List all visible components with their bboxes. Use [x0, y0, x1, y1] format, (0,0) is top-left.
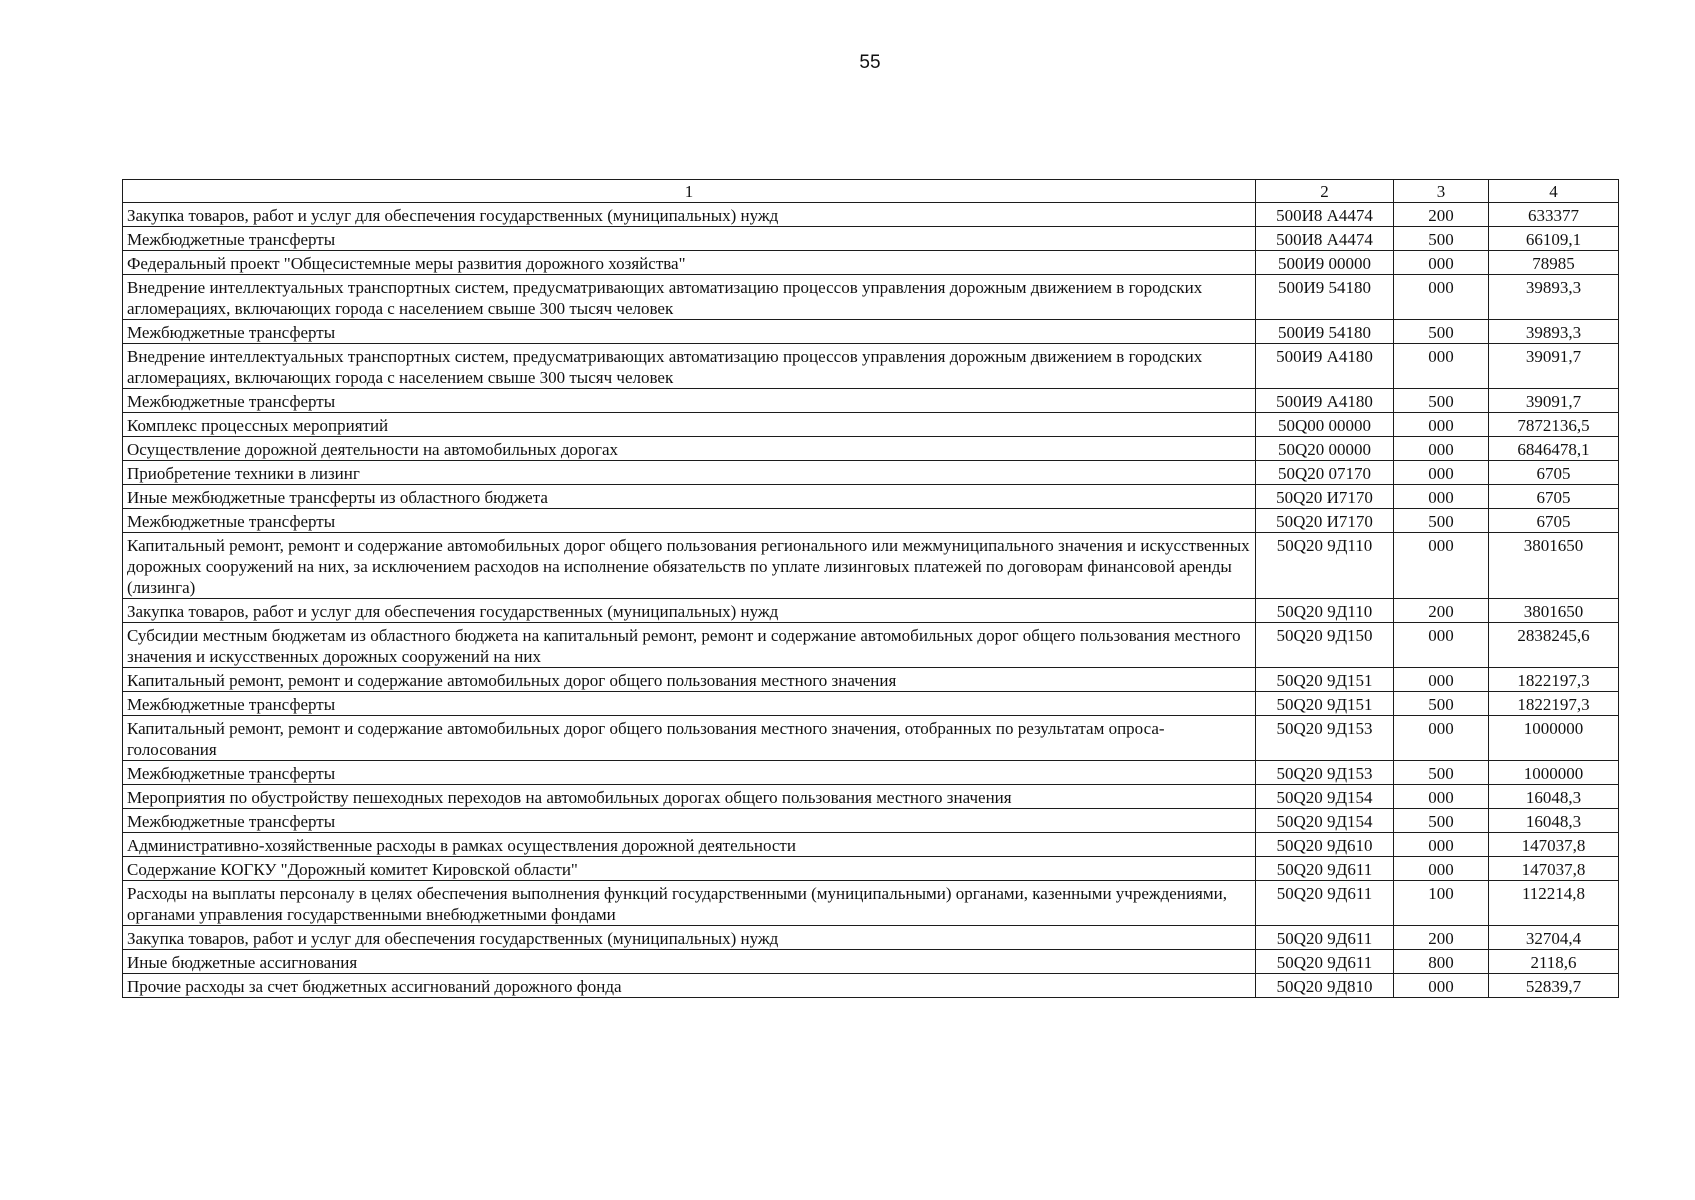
row-type-cell: 000: [1394, 785, 1489, 809]
row-amount-cell: 39091,7: [1489, 389, 1619, 413]
row-type-cell: 500: [1394, 389, 1489, 413]
table-row: [123, 461, 1619, 485]
table-row: [123, 203, 1619, 227]
row-code-cell: 50Q20 9Д611: [1256, 950, 1394, 974]
table-row: [123, 275, 1619, 320]
row-type-cell: 000: [1394, 275, 1489, 320]
table-row: [123, 320, 1619, 344]
row-amount-cell: 2118,6: [1489, 950, 1619, 974]
row-code-cell: 50Q20 9Д150: [1256, 623, 1394, 668]
row-name-cell: Иные межбюджетные трансферты из областного бюджета: [123, 485, 1256, 509]
row-code-cell: 50Q20 00000: [1256, 437, 1394, 461]
table-row: [123, 950, 1619, 974]
row-amount-cell: 112214,8: [1489, 881, 1619, 926]
row-type-cell: 000: [1394, 668, 1489, 692]
row-name-cell: Межбюджетные трансферты: [123, 227, 1256, 251]
table-row: [123, 926, 1619, 950]
row-code-cell: 50Q20 9Д611: [1256, 881, 1394, 926]
row-name-cell: Межбюджетные трансферты: [123, 692, 1256, 716]
column-header-3: 3: [1394, 180, 1489, 203]
row-code-cell: 50Q20 9Д154: [1256, 785, 1394, 809]
row-type-cell: 500: [1394, 761, 1489, 785]
row-code-cell: 50Q20 9Д153: [1256, 716, 1394, 761]
row-code-cell: 50Q20 9Д154: [1256, 809, 1394, 833]
row-amount-cell: 16048,3: [1489, 785, 1619, 809]
row-name-cell: Содержание КОГКУ "Дорожный комитет Кировской области": [123, 857, 1256, 881]
row-name-cell: Закупка товаров, работ и услуг для обеспечения государственных (муниципальных) нужд: [123, 926, 1256, 950]
row-type-cell: 000: [1394, 974, 1489, 998]
table-row: [123, 668, 1619, 692]
row-amount-cell: 6705: [1489, 461, 1619, 485]
row-type-cell: 100: [1394, 881, 1489, 926]
row-code-cell: 500И9 54180: [1256, 320, 1394, 344]
row-type-cell: 800: [1394, 950, 1489, 974]
row-code-cell: 500И9 А4180: [1256, 344, 1394, 389]
row-name-cell: Межбюджетные трансферты: [123, 809, 1256, 833]
row-code-cell: 50Q20 И7170: [1256, 485, 1394, 509]
table-row: [123, 389, 1619, 413]
table-row: [123, 974, 1619, 998]
page-number: 55: [859, 52, 881, 73]
row-name-cell: Межбюджетные трансферты: [123, 509, 1256, 533]
row-amount-cell: 39091,7: [1489, 344, 1619, 389]
row-type-cell: 000: [1394, 437, 1489, 461]
row-type-cell: 000: [1394, 623, 1489, 668]
row-amount-cell: 6705: [1489, 485, 1619, 509]
row-name-cell: Приобретение техники в лизинг: [123, 461, 1256, 485]
row-type-cell: 000: [1394, 716, 1489, 761]
row-amount-cell: 147037,8: [1489, 857, 1619, 881]
row-amount-cell: 39893,3: [1489, 275, 1619, 320]
table-row: [123, 716, 1619, 761]
row-type-cell: 500: [1394, 509, 1489, 533]
table-row: [123, 623, 1619, 668]
row-type-cell: 000: [1394, 833, 1489, 857]
row-name-cell: Закупка товаров, работ и услуг для обеспечения государственных (муниципальных) нужд: [123, 203, 1256, 227]
row-amount-cell: 3801650: [1489, 533, 1619, 599]
row-amount-cell: 2838245,6: [1489, 623, 1619, 668]
row-code-cell: 50Q00 00000: [1256, 413, 1394, 437]
row-name-cell: Капитальный ремонт, ремонт и содержание автомобильных дорог общего пользования регионального или межмуниципального значения и искусственных дорожных сооружений на них, за исключением расходов на исполнение обязательств по уплате лизинговых платежей по договорам финансовой аренды (лизинга): [123, 533, 1256, 599]
row-amount-cell: 39893,3: [1489, 320, 1619, 344]
row-amount-cell: 32704,4: [1489, 926, 1619, 950]
row-amount-cell: 6705: [1489, 509, 1619, 533]
row-name-cell: Межбюджетные трансферты: [123, 761, 1256, 785]
row-amount-cell: 633377: [1489, 203, 1619, 227]
row-amount-cell: 52839,7: [1489, 974, 1619, 998]
column-header-4: 4: [1489, 180, 1619, 203]
header-row: [123, 180, 1619, 203]
table-row: [123, 857, 1619, 881]
table-row: [123, 251, 1619, 275]
row-amount-cell: 66109,1: [1489, 227, 1619, 251]
row-name-cell: Комплекс процессных мероприятий: [123, 413, 1256, 437]
row-code-cell: 500И9 54180: [1256, 275, 1394, 320]
row-code-cell: 50Q20 9Д151: [1256, 692, 1394, 716]
row-name-cell: Капитальный ремонт, ремонт и содержание автомобильных дорог общего пользования местного значения, отобранных по результатам опроса-голосования: [123, 716, 1256, 761]
row-code-cell: 50Q20 9Д611: [1256, 857, 1394, 881]
table-row: [123, 692, 1619, 716]
row-type-cell: 000: [1394, 344, 1489, 389]
row-amount-cell: 16048,3: [1489, 809, 1619, 833]
row-amount-cell: 3801650: [1489, 599, 1619, 623]
row-code-cell: 50Q20 9Д610: [1256, 833, 1394, 857]
row-code-cell: 500И8 А4474: [1256, 227, 1394, 251]
row-code-cell: 50Q20 9Д110: [1256, 599, 1394, 623]
column-header-2: 2: [1256, 180, 1394, 203]
row-name-cell: Субсидии местным бюджетам из областного бюджета на капитальный ремонт, ремонт и содержание автомобильных дорог общего пользования местного значения и искусственных дорожных сооружений на них: [123, 623, 1256, 668]
table-row: [123, 809, 1619, 833]
row-name-cell: Внедрение интеллектуальных транспортных систем, предусматривающих автоматизацию процессов управления дорожным движением в городских агломерациях, включающих города с населением свыше 300 тысяч человек: [123, 275, 1256, 320]
row-type-cell: 000: [1394, 857, 1489, 881]
row-code-cell: 50Q20 И7170: [1256, 509, 1394, 533]
row-name-cell: Иные бюджетные ассигнования: [123, 950, 1256, 974]
table-row: [123, 533, 1619, 599]
row-name-cell: Расходы на выплаты персоналу в целях обеспечения выполнения функций государственными (муниципальными) органами, казенными учреждениями, органами управления государственными внебюджетными фондами: [123, 881, 1256, 926]
table-row: [123, 485, 1619, 509]
row-name-cell: Прочие расходы за счет бюджетных ассигнований дорожного фонда: [123, 974, 1256, 998]
row-code-cell: 500И9 00000: [1256, 251, 1394, 275]
row-name-cell: Внедрение интеллектуальных транспортных систем, предусматривающих автоматизацию процессов управления дорожным движением в городских агломерациях, включающих города с населением свыше 300 тысяч человек: [123, 344, 1256, 389]
row-type-cell: 000: [1394, 413, 1489, 437]
row-name-cell: Осуществление дорожной деятельности на автомобильных дорогах: [123, 437, 1256, 461]
row-name-cell: Закупка товаров, работ и услуг для обеспечения государственных (муниципальных) нужд: [123, 599, 1256, 623]
row-amount-cell: 1822197,3: [1489, 668, 1619, 692]
row-amount-cell: 78985: [1489, 251, 1619, 275]
table-row: [123, 344, 1619, 389]
row-name-cell: Капитальный ремонт, ремонт и содержание автомобильных дорог общего пользования местного значения: [123, 668, 1256, 692]
row-type-cell: 500: [1394, 692, 1489, 716]
table-row: [123, 599, 1619, 623]
row-name-cell: Межбюджетные трансферты: [123, 389, 1256, 413]
row-name-cell: Мероприятия по обустройству пешеходных переходов на автомобильных дорогах общего пользования местного значения: [123, 785, 1256, 809]
row-amount-cell: 1822197,3: [1489, 692, 1619, 716]
row-amount-cell: 147037,8: [1489, 833, 1619, 857]
row-code-cell: 50Q20 9Д810: [1256, 974, 1394, 998]
row-code-cell: 500И8 А4474: [1256, 203, 1394, 227]
row-type-cell: 000: [1394, 461, 1489, 485]
row-type-cell: 000: [1394, 251, 1489, 275]
table-row: [123, 437, 1619, 461]
row-amount-cell: 1000000: [1489, 761, 1619, 785]
table-row: [123, 833, 1619, 857]
row-code-cell: 50Q20 9Д151: [1256, 668, 1394, 692]
table-row: [123, 509, 1619, 533]
table-row: [123, 785, 1619, 809]
row-type-cell: 500: [1394, 809, 1489, 833]
row-type-cell: 200: [1394, 599, 1489, 623]
row-type-cell: 500: [1394, 227, 1489, 251]
row-code-cell: 50Q20 9Д110: [1256, 533, 1394, 599]
row-type-cell: 200: [1394, 203, 1489, 227]
row-name-cell: Федеральный проект "Общесистемные меры развития дорожного хозяйства": [123, 251, 1256, 275]
table-row: [123, 413, 1619, 437]
table-row: [123, 881, 1619, 926]
row-code-cell: 50Q20 07170: [1256, 461, 1394, 485]
row-name-cell: Административно-хозяйственные расходы в рамках осуществления дорожной деятельности: [123, 833, 1256, 857]
table-row: [123, 227, 1619, 251]
row-type-cell: 200: [1394, 926, 1489, 950]
row-type-cell: 000: [1394, 533, 1489, 599]
budget-table: [122, 179, 1619, 998]
table-row: [123, 761, 1619, 785]
row-amount-cell: 6846478,1: [1489, 437, 1619, 461]
row-type-cell: 500: [1394, 320, 1489, 344]
row-type-cell: 000: [1394, 485, 1489, 509]
row-code-cell: 50Q20 9Д153: [1256, 761, 1394, 785]
column-header-1: 1: [123, 180, 1256, 203]
row-name-cell: Межбюджетные трансферты: [123, 320, 1256, 344]
row-amount-cell: 7872136,5: [1489, 413, 1619, 437]
row-code-cell: 50Q20 9Д611: [1256, 926, 1394, 950]
row-code-cell: 500И9 А4180: [1256, 389, 1394, 413]
row-amount-cell: 1000000: [1489, 716, 1619, 761]
